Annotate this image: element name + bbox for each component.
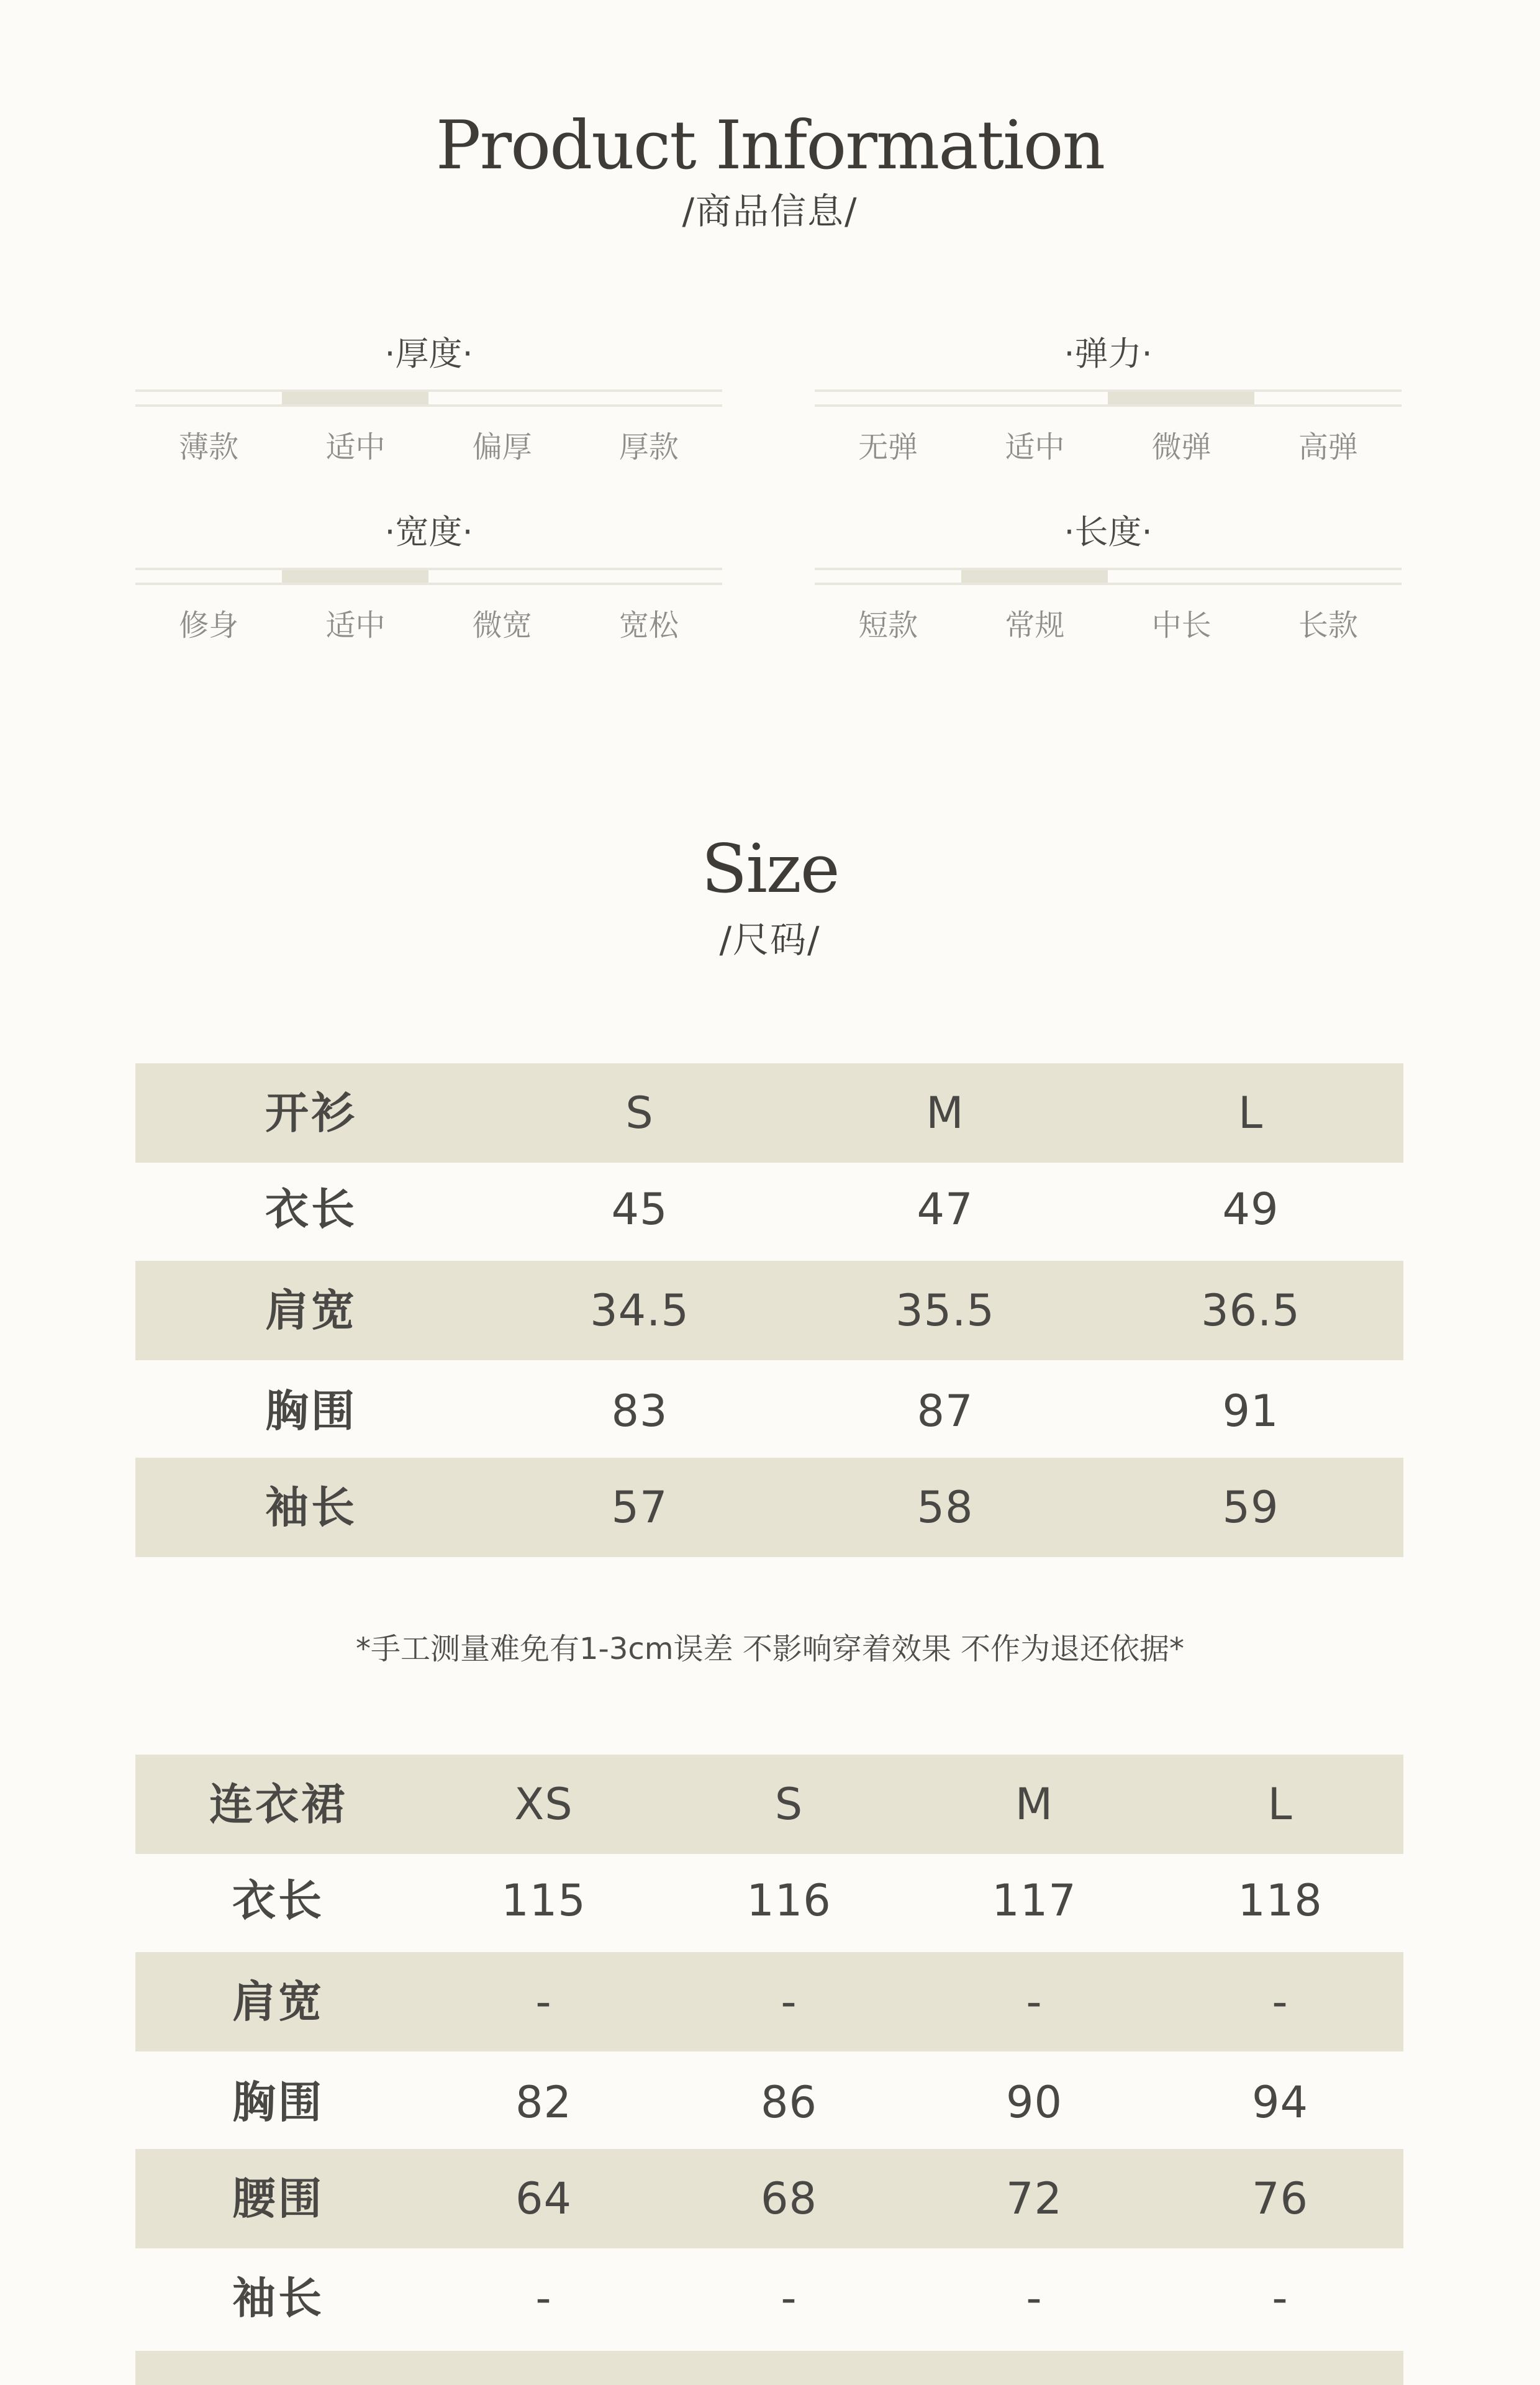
table-row-partial — [135, 2351, 1403, 2385]
table-row — [135, 2053, 1403, 2152]
attribute-track — [135, 389, 722, 407]
table-header-row — [135, 1755, 1403, 1854]
attribute-label: ·厚度· — [384, 334, 473, 373]
attribute-option: 适中 — [1005, 430, 1065, 465]
attribute-label: ·长度· — [1064, 512, 1153, 552]
table-cell: 59 — [1222, 1482, 1279, 1533]
table-cell: 47 — [917, 1184, 974, 1235]
table-cell: - — [1026, 1976, 1043, 2027]
attribute-selected-marker — [961, 570, 1108, 583]
attribute-track — [135, 568, 722, 585]
table-row — [135, 2248, 1403, 2348]
table-row-label: 衣长 — [232, 1875, 324, 1926]
product-info-title: Product Information — [435, 107, 1105, 184]
attribute-track — [815, 568, 1402, 585]
table-cell: 82 — [515, 2077, 573, 2128]
table-cell: 115 — [501, 1875, 586, 1926]
attribute-option: 薄款 — [179, 430, 239, 465]
table-row-label: 胸围 — [265, 1386, 357, 1437]
table-cell: 76 — [1251, 2173, 1309, 2224]
table-row — [135, 1361, 1403, 1461]
table-header-cell: 开衫 — [265, 1088, 357, 1138]
table-cell: 87 — [917, 1386, 974, 1437]
table-cell: 49 — [1222, 1184, 1279, 1235]
table-cell: - — [1272, 1976, 1289, 2027]
table-header-cell: 连衣裙 — [209, 1779, 347, 1830]
attribute-option: 长款 — [1298, 608, 1358, 643]
table-header-cell: L — [1267, 1779, 1293, 1830]
table-cell: 118 — [1238, 1875, 1323, 1926]
attribute-option: 适中 — [325, 608, 386, 643]
size-title: Size — [701, 830, 839, 908]
attribute-option: 适中 — [325, 430, 386, 465]
table-row — [135, 1458, 1403, 1557]
table-cell: 116 — [746, 1875, 831, 1926]
size-subtitle: /尺码/ — [719, 919, 821, 961]
table-cell: 91 — [1222, 1386, 1279, 1437]
table-cell: 45 — [611, 1184, 668, 1235]
table-header-cell: M — [1015, 1779, 1054, 1830]
table-header-cell: S — [625, 1088, 654, 1138]
table-cell: 94 — [1251, 2077, 1309, 2128]
table-row-label: 袖长 — [232, 2273, 324, 2324]
attribute-option: 短款 — [858, 608, 918, 643]
attribute-option: 偏厚 — [472, 430, 532, 465]
table-cell: 57 — [611, 1482, 668, 1533]
table-cell: 90 — [1005, 2077, 1063, 2128]
table-cell: 72 — [1005, 2173, 1063, 2224]
attribute-option: 无弹 — [858, 430, 918, 465]
table-header-row — [135, 1063, 1403, 1163]
table-cell: 36.5 — [1201, 1285, 1300, 1336]
table-cell: 86 — [760, 2077, 818, 2128]
table-header-cell: S — [774, 1779, 804, 1830]
attribute-option: 微弹 — [1151, 430, 1212, 465]
table-cell: 83 — [611, 1386, 668, 1437]
table-cell: - — [1026, 2273, 1043, 2324]
table-cell: - — [1272, 2273, 1289, 2324]
table-cell: 58 — [917, 1482, 974, 1533]
dress-size-table — [135, 1755, 1403, 2385]
table-row — [135, 1952, 1403, 2051]
table-row — [135, 1160, 1403, 1259]
table-row-label: 肩宽 — [232, 1976, 324, 2027]
table-cell: 34.5 — [590, 1285, 689, 1336]
table-cell: - — [535, 1976, 552, 2027]
table-row-label: 袖长 — [265, 1482, 357, 1533]
table-row — [135, 2149, 1403, 2248]
attribute-selected-marker — [282, 570, 428, 583]
table-header-cell: XS — [514, 1779, 573, 1830]
table-row-label: 衣长 — [265, 1184, 357, 1235]
table-row-label: 肩宽 — [265, 1285, 357, 1336]
attribute-option: 常规 — [1005, 608, 1065, 643]
attribute-track — [815, 389, 1402, 407]
table-cell: 117 — [992, 1875, 1077, 1926]
table-cell: 68 — [760, 2173, 818, 2224]
table-cell: 64 — [515, 2173, 573, 2224]
product-info-subtitle: /商品信息/ — [682, 190, 858, 232]
measurement-note: *手工测量难免有1-3cm误差 不影响穿着效果 不作为退还依据* — [355, 1632, 1185, 1666]
attribute-label: ·宽度· — [384, 512, 473, 552]
attribute-label: ·弹力· — [1064, 334, 1153, 373]
attribute-option: 宽松 — [618, 608, 679, 643]
table-row — [135, 1851, 1403, 1950]
attribute-selected-marker — [282, 392, 428, 404]
table-cell: 35.5 — [895, 1285, 995, 1336]
attribute-option: 厚款 — [618, 430, 679, 465]
attribute-option: 高弹 — [1298, 430, 1358, 465]
attribute-option: 中长 — [1151, 608, 1212, 643]
table-cell: - — [535, 2273, 552, 2324]
table-row-label: 腰围 — [232, 2173, 324, 2224]
table-cell: - — [781, 1976, 797, 2027]
table-row — [135, 1261, 1403, 1360]
attribute-selected-marker — [1108, 392, 1254, 404]
attribute-option: 微宽 — [472, 608, 532, 643]
table-row-label: 胸围 — [232, 2077, 324, 2128]
table-cell: - — [781, 2273, 797, 2324]
cardigan-size-table — [135, 1063, 1403, 1557]
attribute-option: 修身 — [179, 608, 239, 643]
table-header-cell: M — [926, 1088, 964, 1138]
table-header-cell: L — [1238, 1088, 1263, 1138]
